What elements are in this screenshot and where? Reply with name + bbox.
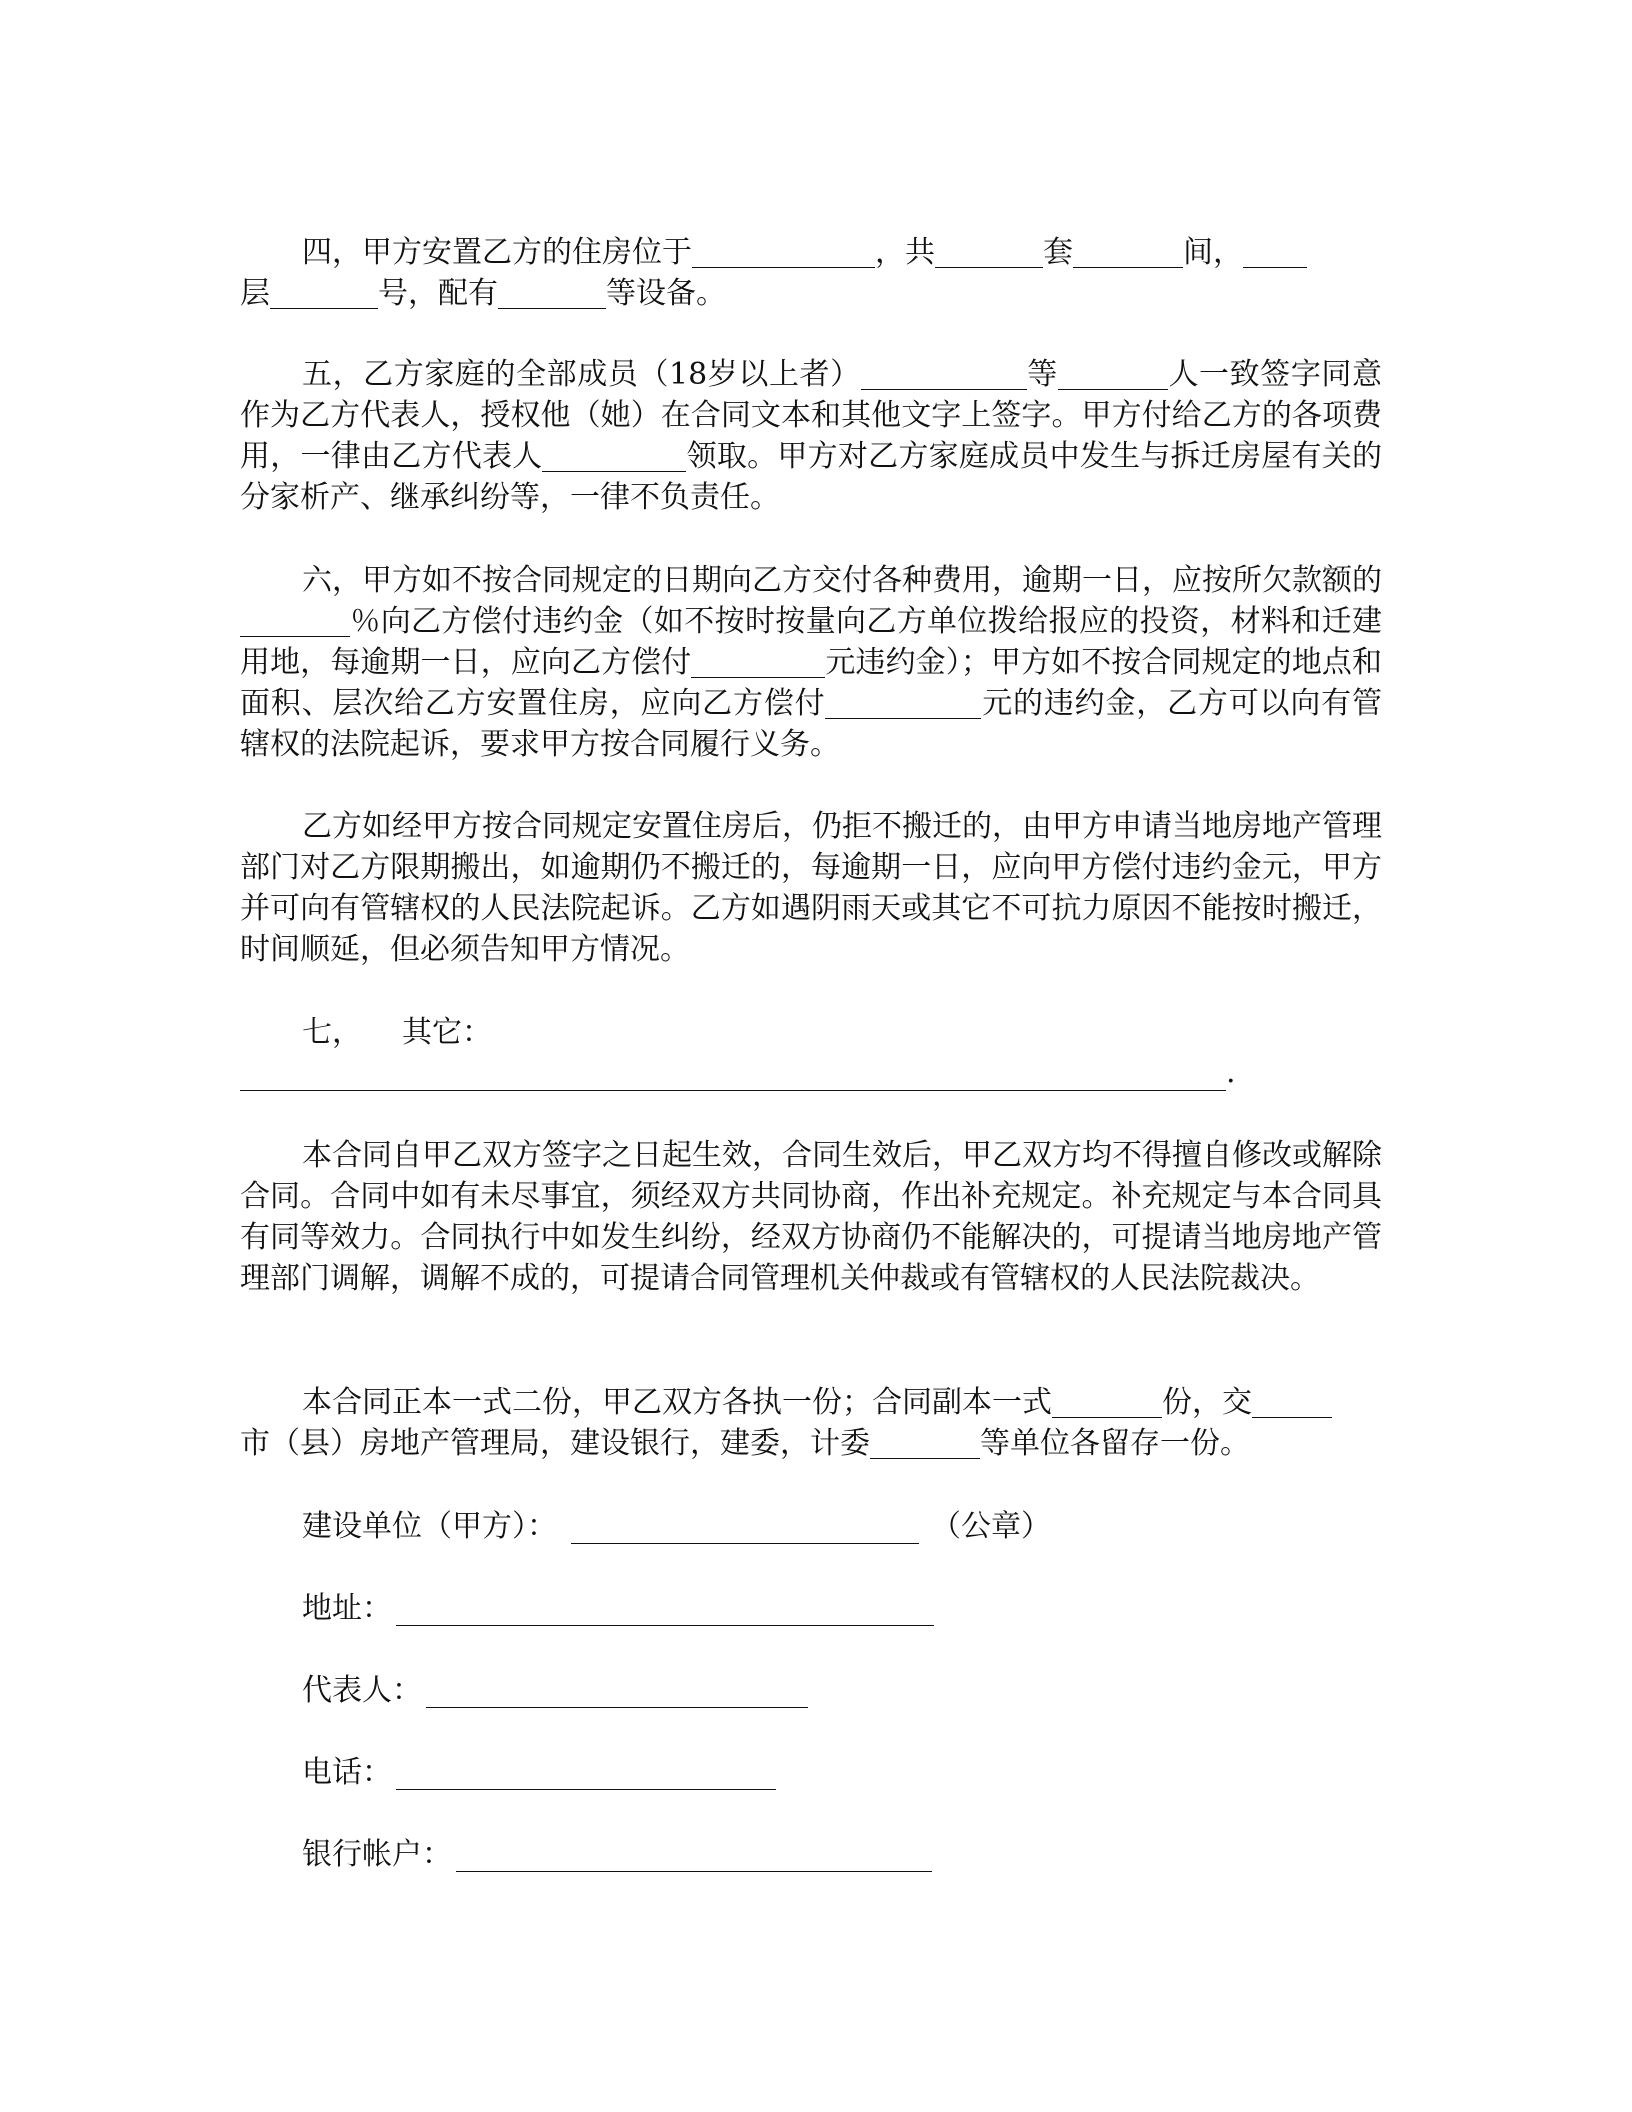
copies-text-b: 份，交 [1162, 1385, 1252, 1420]
bank-account-row [302, 1834, 932, 1875]
clause-6-tenant-obligation: 乙方如经甲方按合同规定安置住房后，仍拒不搬迁的，由甲方申请当地房地产管理部门对乙方限期搬出，如逾期仍不搬迁的，每逾期一日，应向甲方偿付违约金元，甲方并可向有管辖权的人民法院起诉。乙方如遇阴雨天或其它不可抗力原因不能按时搬迁，时间顺延，但必须告知甲方情况。 [240, 809, 1382, 967]
clause-6-text-b: ％向乙方偿付违约金（如不按时按量向乙方单位拨给报应的投资，材料和迁建用地，每逾期一日，应向乙方偿付 [240, 604, 1382, 680]
clause-5-text-d: 领取。甲方对乙方家庭成员中发生与拆迁房屋有关的分家析产、继承纠纷等，一律不负责任。 [240, 439, 1383, 515]
clause-5 [240, 354, 1382, 518]
representative-blank[interactable] [542, 441, 686, 472]
members-blank[interactable] [861, 359, 1027, 390]
effectiveness-clause: 本合同自甲乙双方签字之日起生效，合同生效后，甲乙双方均不得擅自修改或解除合同。合同中如有未尽事宜，须经双方共同协商，作出补充规定。补充规定与本合同具有同等效力。合同执行中如发生纠纷，经双方协商仍不能解决的，可提请当地房地产管理部门调解，调解不成的，可提请合同管理机关仲裁或有管辖权的人民法院裁决。 [240, 1138, 1382, 1296]
rooms-blank[interactable] [1073, 237, 1183, 268]
address-label: 地址： [302, 1591, 392, 1626]
clause-4 [240, 232, 1382, 314]
construction-unit-blank[interactable] [571, 1513, 919, 1544]
construction-unit-label: 建设单位（甲方）： [302, 1509, 557, 1544]
phone-blank[interactable] [396, 1759, 776, 1790]
location-blank[interactable] [692, 237, 875, 268]
clause-4-text-a: 四，甲方安置乙方的住房位于 [302, 235, 692, 270]
representative-row [302, 1670, 808, 1711]
clause-7-label: 其它： [402, 1015, 492, 1050]
clause-4-text-e: 层 [240, 276, 270, 311]
equipment-blank[interactable] [498, 278, 606, 309]
clause-4-text-f: 号，配有 [378, 276, 498, 311]
clause-4-text-d: 间， [1183, 235, 1243, 270]
floor-blank[interactable] [270, 278, 378, 309]
clause-6-text-d: 元的违约金，乙方可以向有管辖权的法院起诉，要求甲方按合同履行义务。 [240, 686, 1382, 762]
copies-text-d: 等单位各留存一份。 [980, 1426, 1250, 1461]
persons-blank[interactable] [1058, 359, 1168, 390]
copies-text-a: 本合同正本一式二份，甲乙双方各执一份；合同副本一式 [302, 1385, 1052, 1420]
sets-blank[interactable] [935, 237, 1043, 268]
clause-4-text-c: 套 [1043, 235, 1073, 270]
bank-account-blank[interactable] [456, 1841, 932, 1872]
address-row [302, 1588, 934, 1629]
construction-unit-row [302, 1506, 1051, 1547]
clause-7-heading [302, 1012, 902, 1053]
clause-5-text-b: 等 [1026, 357, 1058, 392]
clause-5-text-c: 人一致签字同意作为乙方代表人，授权他（她）在合同文本和其他文字上签字。甲方付给乙方的各项费用，一律由乙方代表人 [240, 357, 1382, 474]
representative-sign-blank[interactable] [426, 1677, 808, 1708]
clause-7-number: 七， [302, 1015, 362, 1050]
clause-4-text-g: 等设备。 [606, 276, 726, 311]
phone-row [302, 1752, 776, 1793]
housing-penalty-blank[interactable] [825, 688, 981, 719]
address-blank[interactable] [396, 1595, 934, 1626]
clause-6-text-c: 元违约金）；甲方如不按合同规定的地点和面积、层次给乙方安置住房，应向乙方偿付 [240, 645, 1383, 721]
bank-account-label: 银行帐户： [302, 1837, 452, 1872]
phone-label: 电话： [302, 1755, 392, 1790]
daily-penalty-blank[interactable] [691, 647, 825, 678]
representative-label: 代表人： [302, 1673, 422, 1708]
submit-to-blank[interactable] [1252, 1387, 1332, 1418]
clause-6 [240, 560, 1382, 765]
copies-clause [240, 1382, 1382, 1464]
clause-4-text-b: ，共 [875, 235, 935, 270]
seal-label: （公章） [931, 1509, 1051, 1544]
clause-6-text-a: 六，甲方如不按合同规定的日期向乙方交付各种费用，逾期一日，应按所欠款额的 [302, 563, 1382, 598]
clause-5-text-a: 五，乙方家庭的全部成员（18岁以上者） [302, 357, 861, 392]
percent-blank[interactable] [240, 606, 350, 637]
copies-count-blank[interactable] [1052, 1387, 1162, 1418]
other-units-blank[interactable] [870, 1428, 980, 1459]
copies-text-c: 市（县）房地产管理局，建设银行，建委，计委 [240, 1426, 870, 1461]
other-terms-blank[interactable] [240, 1070, 1226, 1091]
other-terms-end: . [1226, 1055, 1236, 1090]
floor-blank-start[interactable] [1243, 237, 1307, 268]
